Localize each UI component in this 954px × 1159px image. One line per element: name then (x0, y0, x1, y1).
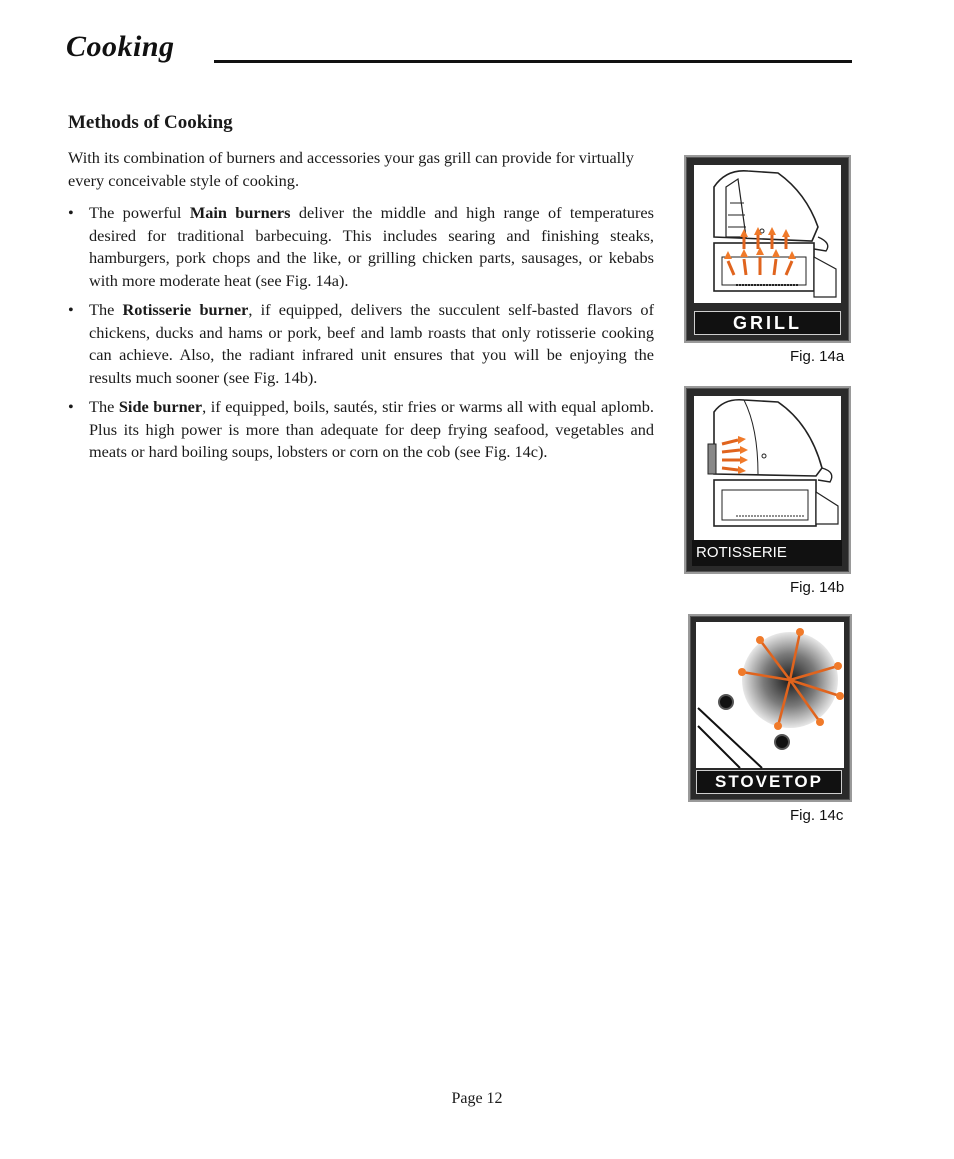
bullet-term: Side burner (118, 397, 203, 416)
bullet-marker: • (68, 203, 74, 222)
page-number: Page 12 (451, 1090, 503, 1107)
cooking-methods-list (68, 202, 654, 471)
figure-caption-14b: Fig. 14b (790, 579, 845, 596)
bullet-term: Rotisserie burner (122, 300, 249, 319)
bullet-text-pre: The powerful (89, 203, 190, 222)
bullet-marker: • (68, 300, 74, 319)
bullet-text-post: , if equipped, boils, sautés, stir fries or warms all with equal aplomb. Plus its high power is more than adequate for deep frying seafood, vegetables and meats or hard boiling soups, lobsters or corn on the cob (see Fig. 14c). (89, 397, 654, 461)
figure-caption-14c: Fig. 14c (790, 807, 844, 824)
figure-grill (684, 155, 851, 343)
figure-stovetop (688, 614, 852, 802)
header-rule (214, 60, 852, 63)
bullet-text-pre: The (89, 300, 123, 319)
figure-caption-14a: Fig. 14a (790, 348, 845, 365)
bullet-text-post: deliver the middle and high range of temperatures desired for traditional barbecuing. This includes searing and finishing steaks, hamburgers, pork chops and the like, or grilling chicken parts, sausages, or kebabs with more moderate heat (see Fig. 14a). (89, 203, 654, 290)
intro-paragraph: With its combination of burners and accessories your gas grill can provide for virtually every conceivable style of cooking. (68, 148, 634, 190)
list-item-rotisserie-burner (68, 299, 654, 389)
figure-rotisserie (684, 386, 851, 574)
grill-label: GRILL (694, 311, 841, 335)
bullet-term: Main burners (189, 203, 291, 222)
bullet-text-post: , if equipped, delivers the succulent self-basted flavors of chickens, ducks and hams or pork, beef and lamb roasts that only rotisserie cooking can achieve. Also, the radiant infrared unit ensures that you will be enjoying the results much sooner (see Fig. 14b). (89, 300, 654, 387)
section-heading: Methods of Cooking (68, 112, 233, 133)
list-item-side-burner (68, 396, 654, 464)
list-item-main-burners (68, 202, 654, 292)
page-header-title: Cooking (66, 30, 175, 63)
rotisserie-label: ROTISSERIE (692, 540, 842, 566)
bullet-marker: • (68, 397, 74, 416)
bullet-text-pre: The (89, 397, 119, 416)
stovetop-label: STOVETOP (696, 770, 842, 794)
